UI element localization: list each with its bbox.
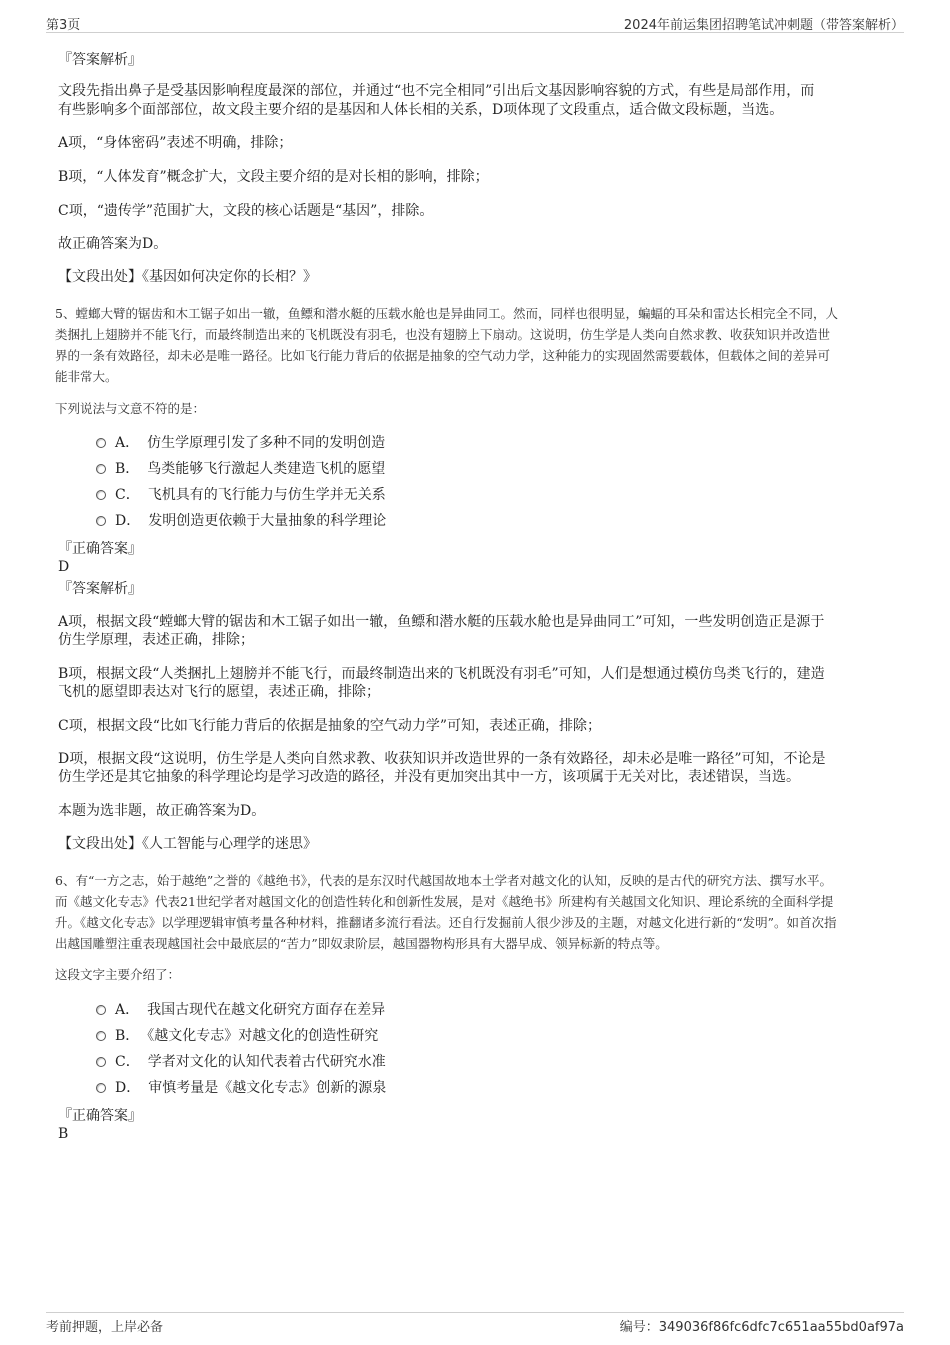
question-prompt: 下列说法与文意不符的是：: [55, 401, 206, 416]
analysis-item-c: C项，根据文段“比如飞行能力背后的依据是抽象的空气动力学”可知，表述正确，排除；: [58, 718, 602, 734]
question-stem-line: 出越国雕塑注重表现越国社会中最底层的“苦力”即奴隶阶层，越国器物构形具有大器早成、领异标新的特点等。: [55, 936, 668, 951]
radio-icon[interactable]: [96, 490, 106, 500]
option-text: 我国古现代在越文化研究方面存在差异: [147, 1002, 386, 1018]
option-b[interactable]: [96, 460, 385, 478]
option-text: 发明创造更依赖于大量抽象的科学理论: [148, 513, 387, 529]
answer-value: B: [58, 1126, 69, 1142]
page-header: [46, 14, 904, 33]
source-citation: 【文段出处】《基因如何决定你的长相？》: [58, 269, 317, 285]
analysis-item-b: 飞机的愿望即表达对飞行的愿望，表述正确，排除；: [58, 684, 380, 700]
option-text: 鸟类能够飞行激起人类建造飞机的愿望: [147, 461, 386, 477]
option-letter: B．: [115, 1028, 140, 1044]
option-text: 学者对文化的认知代表着古代研究水准: [147, 1054, 386, 1070]
option-text: 《越文化专志》对越文化的创造性研究: [147, 1028, 379, 1044]
analysis-item-c: C项，“遗传学”范围扩大，文段的核心话题是“基因”，排除。: [58, 203, 434, 219]
radio-icon[interactable]: [96, 464, 106, 474]
answer-label: 『正确答案』: [58, 541, 142, 557]
option-a[interactable]: [96, 434, 385, 452]
analysis-item-d: D项，根据文段“这说明，仿生学是人类向自然求教、收获知识并改造世界的一条有效路径，却未必是唯一路径”可知，不论是: [58, 751, 826, 767]
option-text: 飞机具有的飞行能力与仿生学并无关系: [147, 487, 386, 503]
conclusion: 本题为选非题，故正确答案为D。: [58, 803, 266, 819]
option-letter: D．: [115, 513, 141, 529]
analysis-line: 文段先指出鼻子是受基因影响程度最深的部位，并通过“也不完全相同”引出后文基因影响容貌的方式，有些是局部作用，而: [58, 83, 815, 99]
option-letter: A．: [115, 435, 140, 451]
option-letter: C．: [115, 487, 140, 503]
question-prompt: 这段文字主要介绍了：: [55, 967, 181, 982]
radio-icon[interactable]: [96, 438, 106, 448]
analysis-item-b: B项，“人体发育”概念扩大，文段主要介绍的是对长相的影响，排除；: [58, 169, 489, 185]
option-text: 审慎考量是《越文化专志》创新的源泉: [148, 1080, 387, 1096]
radio-icon[interactable]: [96, 516, 106, 526]
radio-icon[interactable]: [96, 1005, 106, 1015]
analysis-label: 『答案解析』: [58, 581, 142, 597]
option-text: 仿生学原理引发了多种不同的发明创造: [147, 435, 386, 451]
question-stem-line: 5、螳螂大臂的锯齿和木工锯子如出一辙，鱼鳔和潜水艇的压载水舱也是异曲同工。然而，同样也很明显，蝙蝠的耳朵和雷达长相完全不同，人: [55, 306, 838, 321]
question-stem-line: 6、有“一方之志，始于越绝”之誉的《越绝书》，代表的是东汉时代越国故地本土学者对越文化的认知，反映的是古代的研究方法、撰写水平。: [55, 873, 832, 888]
document-title: 2024年前运集团招聘笔试冲刺题（带答案解析）: [623, 18, 904, 33]
answer-value: D: [58, 559, 70, 575]
analysis-item-a: A项，根据文段“螳螂大臂的锯齿和木工锯子如出一辙，鱼鳔和潜水艇的压载水舱也是异曲同工”可知，一些发明创造正是源于: [58, 614, 825, 630]
document-serial: 编号：349036f86fc6dfc7c651aa55bd0af97a: [619, 1320, 904, 1335]
analysis-line: 有些影响多个面部部位，故文段主要介绍的是基因和人体长相的关系，D项体现了文段重点，适合做文段标题，当选。: [58, 102, 784, 118]
option-d[interactable]: [96, 512, 386, 530]
option-b[interactable]: [96, 1027, 378, 1045]
radio-icon[interactable]: [96, 1083, 106, 1093]
analysis-label: 『答案解析』: [58, 52, 142, 68]
option-c[interactable]: [96, 1053, 386, 1071]
question-stem-line: 而《越文化专志》代表21世纪学者对越国文化的创造性转化和创新性发展，是对《越绝书》所建构有关越国文化知识、理论系统的全面科学提: [55, 894, 834, 909]
question-stem-line: 升。《越文化专志》以学理逻辑审慎考量各种材料，推翻诸多流行看法。还自行发掘前人很少涉及的主题，对越文化进行新的“发明”。如首次指: [55, 915, 837, 930]
option-d[interactable]: [96, 1079, 386, 1097]
radio-icon[interactable]: [96, 1031, 106, 1041]
analysis-item-d: 仿生学还是其它抽象的科学理论均是学习改造的路径，并没有更加突出其中一方，该项属于无关对比，表述错误，当选。: [58, 769, 800, 785]
footer-slogan: 考前押题，上岸必备: [46, 1320, 164, 1335]
analysis-item-b: B项，根据文段“人类捆扎上翅膀并不能飞行，而最终制造出来的飞机既没有羽毛”可知，人们是想通过模仿鸟类飞行的，建造: [58, 666, 825, 682]
source-citation: 【文段出处】《人工智能与心理学的迷思》: [58, 836, 317, 852]
conclusion: 故正确答案为D。: [58, 236, 168, 252]
answer-label: 『正确答案』: [58, 1108, 142, 1124]
question-stem-line: 能非常大。: [55, 369, 118, 384]
analysis-item-a: A项，“身体密码”表述不明确，排除；: [58, 135, 293, 151]
analysis-item-a: 仿生学原理，表述正确，排除；: [58, 632, 254, 648]
option-a[interactable]: [96, 1001, 385, 1019]
option-letter: A．: [115, 1002, 140, 1018]
radio-icon[interactable]: [96, 1057, 106, 1067]
page-number: 第3页: [46, 18, 81, 33]
option-letter: D．: [115, 1080, 141, 1096]
option-letter: B．: [115, 461, 140, 477]
option-c[interactable]: [96, 486, 386, 504]
question-stem-line: 界的一条有效路径，却未必是唯一路径。比如飞行能力背后的依据是抽象的空气动力学，这种能力的实现固然需要载体，但载体之间的差异可: [55, 348, 831, 363]
page-footer: [46, 1312, 904, 1335]
option-letter: C．: [115, 1054, 140, 1070]
question-stem-line: 类捆扎上翅膀并不能飞行，而最终制造出来的飞机既没有羽毛，也没有翅膀上下扇动。这说明，仿生学是人类向自然求教、收获知识并改造世: [55, 327, 831, 342]
